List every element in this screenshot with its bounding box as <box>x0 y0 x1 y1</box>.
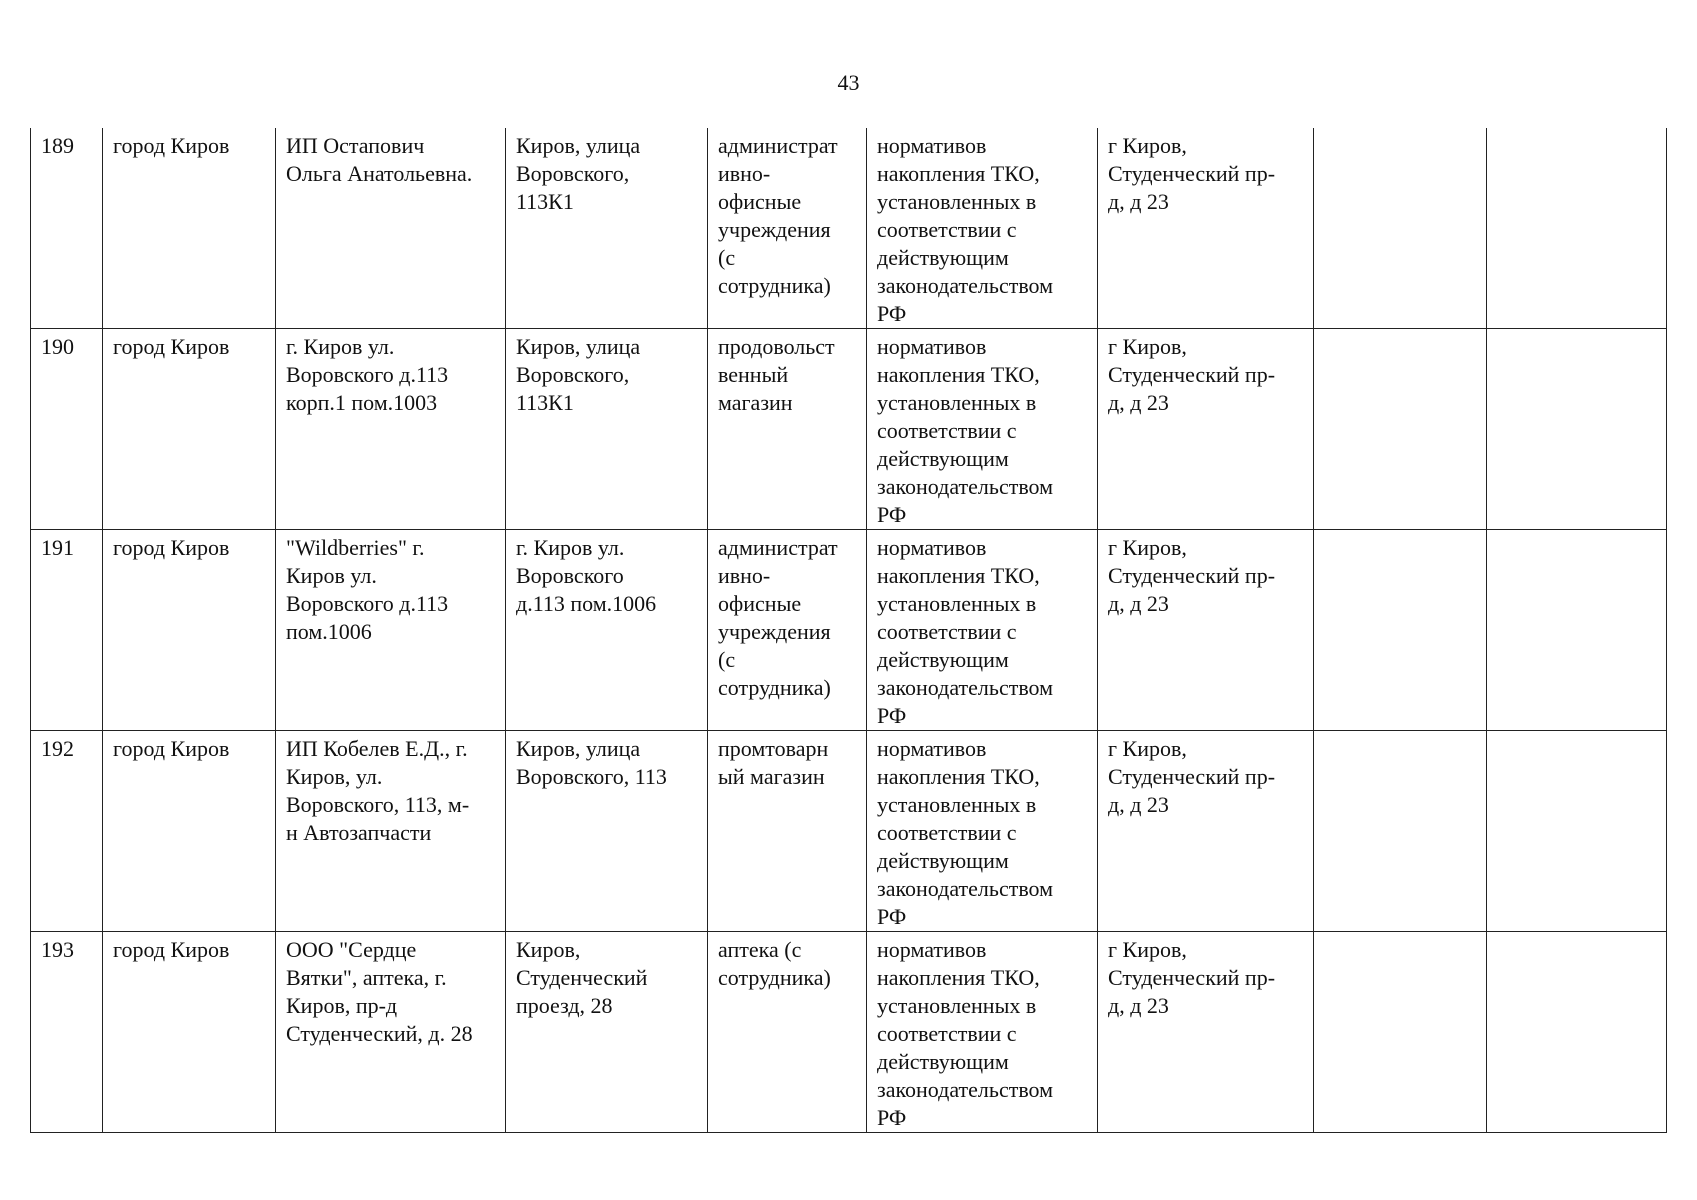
settlement-cell: город Киров <box>103 128 276 329</box>
category-cell: промтоварн ый магазин <box>708 731 867 932</box>
row-number-cell: 193 <box>31 932 103 1133</box>
waste-source-cell: "Wildberries" г. Киров ул. Воровского д.113 пом.1006 <box>276 530 506 731</box>
empty-cell <box>1487 731 1667 932</box>
norm-cell: нормативов накопления ТКО, установленных в соответствии с действующим законодательством РФ <box>867 530 1098 731</box>
row-number-cell: 190 <box>31 329 103 530</box>
empty-cell <box>1487 932 1667 1133</box>
empty-cell <box>1314 932 1487 1133</box>
empty-cell <box>1314 731 1487 932</box>
waste-source-cell: ООО "Сердце Вятки", аптека, г. Киров, пр-д Студенческий, д. 28 <box>276 932 506 1133</box>
address-cell: Киров, улица Воровского, 113К1 <box>506 329 708 530</box>
category-cell: администрат ивно- офисные учреждения (с сотрудника) <box>708 530 867 731</box>
table-row <box>31 731 1667 932</box>
registry-table <box>30 128 1667 1133</box>
norm-cell: нормативов накопления ТКО, установленных в соответствии с действующим законодательством РФ <box>867 731 1098 932</box>
table-row <box>31 128 1667 329</box>
settlement-cell: город Киров <box>103 530 276 731</box>
empty-cell <box>1314 530 1487 731</box>
waste-source-cell: г. Киров ул. Воровского д.113 корп.1 пом.1003 <box>276 329 506 530</box>
address-cell: Киров, Студенческий проезд, 28 <box>506 932 708 1133</box>
collection-site-cell: г Киров, Студенческий пр- д, д 23 <box>1098 329 1314 530</box>
settlement-cell: город Киров <box>103 731 276 932</box>
category-cell: администрат ивно- офисные учреждения (с сотрудника) <box>708 128 867 329</box>
empty-cell <box>1487 128 1667 329</box>
row-number-cell: 189 <box>31 128 103 329</box>
settlement-cell: город Киров <box>103 329 276 530</box>
row-number-cell: 192 <box>31 731 103 932</box>
collection-site-cell: г Киров, Студенческий пр- д, д 23 <box>1098 128 1314 329</box>
waste-source-cell: ИП Остапович Ольга Анатольевна. <box>276 128 506 329</box>
norm-cell: нормативов накопления ТКО, установленных в соответствии с действующим законодательством РФ <box>867 932 1098 1133</box>
empty-cell <box>1487 530 1667 731</box>
empty-cell <box>1314 329 1487 530</box>
address-cell: Киров, улица Воровского, 113К1 <box>506 128 708 329</box>
collection-site-cell: г Киров, Студенческий пр- д, д 23 <box>1098 731 1314 932</box>
category-cell: аптека (с сотрудника) <box>708 932 867 1133</box>
row-number-cell: 191 <box>31 530 103 731</box>
norm-cell: нормативов накопления ТКО, установленных в соответствии с действующим законодательством РФ <box>867 128 1098 329</box>
waste-source-cell: ИП Кобелев Е.Д., г. Киров, ул. Воровского, 113, м- н Автозапчасти <box>276 731 506 932</box>
table-row <box>31 530 1667 731</box>
table-row <box>31 329 1667 530</box>
empty-cell <box>1487 329 1667 530</box>
page-number: 43 <box>837 70 860 95</box>
collection-site-cell: г Киров, Студенческий пр- д, д 23 <box>1098 932 1314 1133</box>
address-cell: Киров, улица Воровского, 113 <box>506 731 708 932</box>
table-row <box>31 932 1667 1133</box>
category-cell: продовольст венный магазин <box>708 329 867 530</box>
settlement-cell: город Киров <box>103 932 276 1133</box>
collection-site-cell: г Киров, Студенческий пр- д, д 23 <box>1098 530 1314 731</box>
norm-cell: нормативов накопления ТКО, установленных в соответствии с действующим законодательством РФ <box>867 329 1098 530</box>
address-cell: г. Киров ул. Воровского д.113 пом.1006 <box>506 530 708 731</box>
empty-cell <box>1314 128 1487 329</box>
